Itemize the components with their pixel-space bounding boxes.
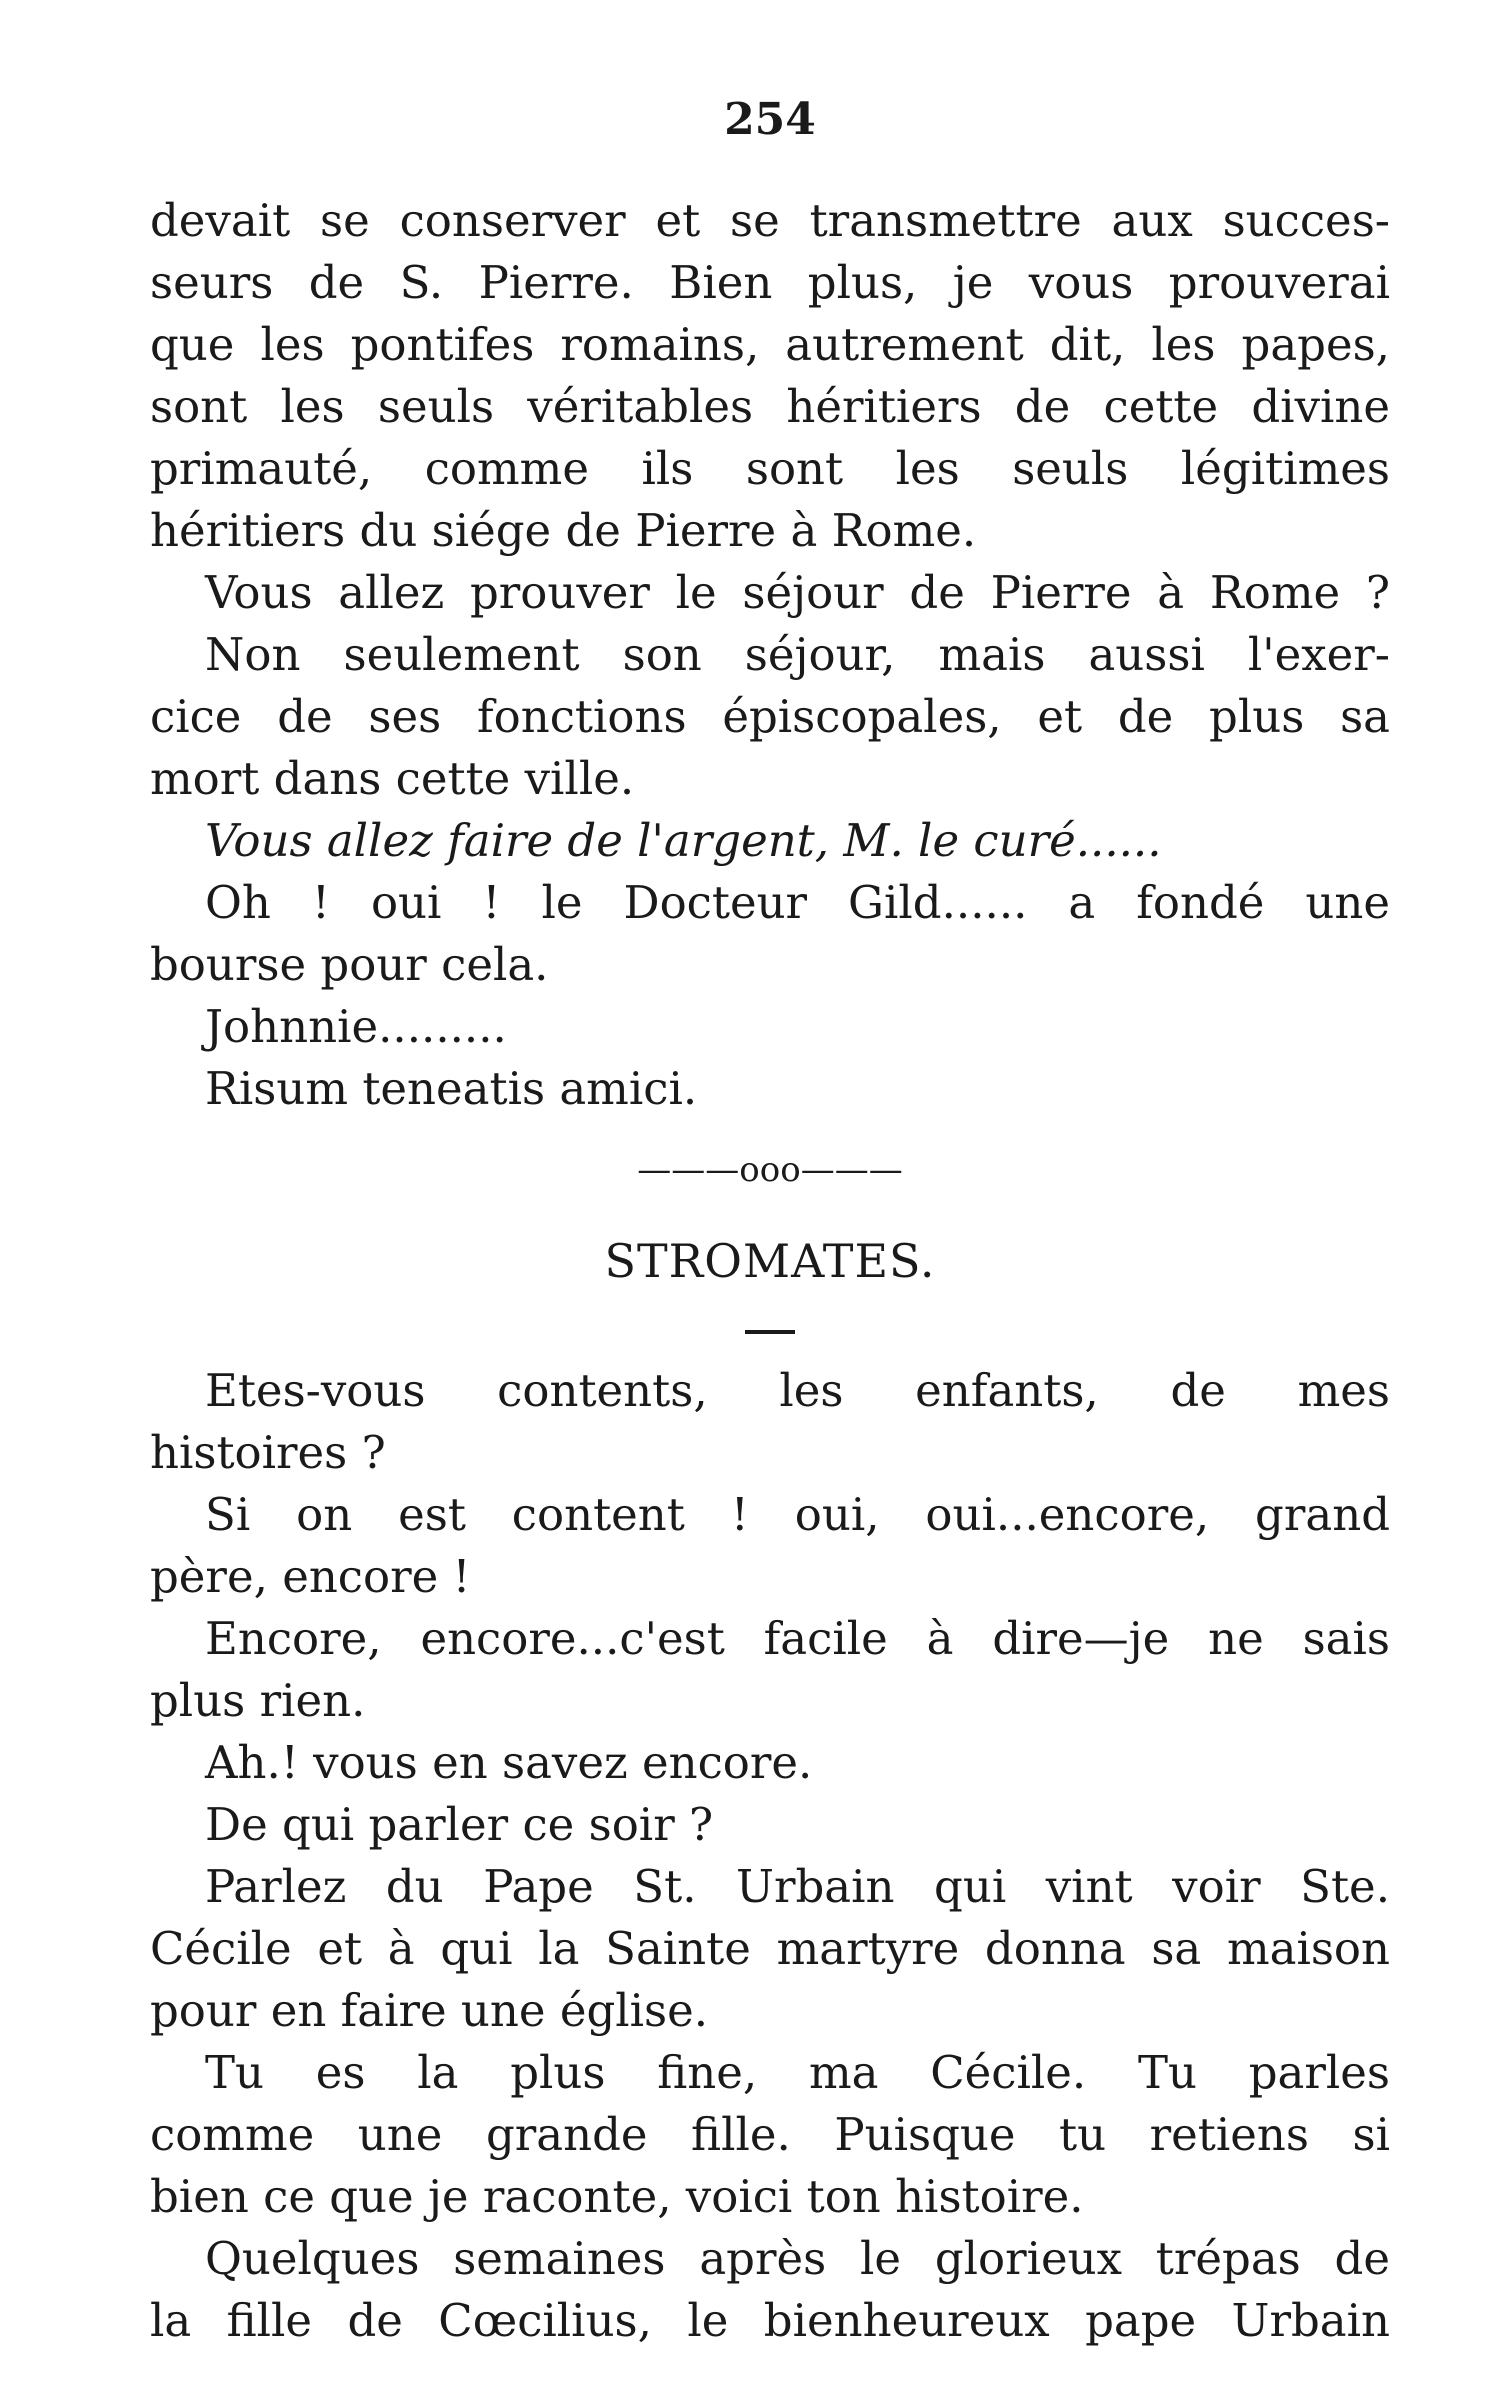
text-line: Parlez du Pape St. Urbain qui vint voir Ste.: [205, 1860, 1390, 1913]
text-line: Si on est content ! oui, oui...encore, grand: [205, 1488, 1390, 1541]
text-line: devait se conserver et se transmettre aux succes-: [150, 194, 1390, 247]
text-line: Non seulement son séjour, mais aussi l'exer-: [205, 628, 1390, 681]
book-page: [150, 90, 1390, 2352]
text-line: Ah.! vous en savez encore.: [205, 1736, 813, 1789]
text-line: plus rien.: [150, 1674, 366, 1727]
text-block-stromates: [150, 1360, 1390, 2352]
text-line: Quelques semaines après le glorieux trépas de: [205, 2232, 1390, 2285]
text-line: cice de ses fonctions épiscopales, et de plus sa: [150, 690, 1390, 743]
text-line: héritiers du siége de Pierre à Rome.: [150, 504, 977, 557]
text-line: la fille de Cœcilius, le bienheureux pape Urbain: [150, 2294, 1390, 2347]
text-line: pour en faire une église.: [150, 1984, 709, 2037]
text-line: comme une grande fille. Puisque tu retiens si: [150, 2108, 1390, 2161]
text-line: Cécile et à qui la Sainte martyre donna sa maison: [150, 1922, 1390, 1975]
text-line: De qui parler ce soir ?: [205, 1798, 714, 1851]
text-line: mort dans cette ville.: [150, 752, 635, 805]
text-line: bien ce que je raconte, voici ton histoire.: [150, 2170, 1084, 2223]
text-block-dialogue: [150, 190, 1390, 1120]
text-line: sont les seuls véritables héritiers de cette divine: [150, 380, 1390, 433]
section-separator: ———ooo———: [637, 1150, 903, 1190]
text-line: Etes-vous contents, les enfants, de mes: [205, 1364, 1390, 1417]
text-line: histoires ?: [150, 1426, 386, 1479]
text-line: Risum teneatis amici.: [205, 1062, 698, 1115]
section-title: STROMATES.: [604, 1234, 936, 1288]
text-line: que les pontifes romains, autrement dit, les papes,: [150, 318, 1390, 371]
text-line: Vous allez faire de l'argent, M. le curé......: [205, 814, 1162, 867]
text-line: Johnnie.........: [205, 1000, 507, 1053]
text-line: primauté, comme ils sont les seuls légitimes: [150, 442, 1390, 495]
page-number: 254: [724, 94, 816, 145]
text-line: Oh ! oui ! le Docteur Gild...... a fondé une: [205, 876, 1390, 929]
text-line: Vous allez prouver le séjour de Pierre à Rome ?: [205, 566, 1390, 619]
text-line: Encore, encore...c'est facile à dire—je ne sais: [205, 1612, 1390, 1665]
text-line: seurs de S. Pierre. Bien plus, je vous prouverai: [150, 256, 1390, 309]
title-underline-dash: [745, 1330, 795, 1334]
text-line: Tu es la plus fine, ma Cécile. Tu parles: [205, 2046, 1390, 2099]
text-line: père, encore !: [150, 1550, 471, 1603]
text-line: bourse pour cela.: [150, 938, 549, 991]
